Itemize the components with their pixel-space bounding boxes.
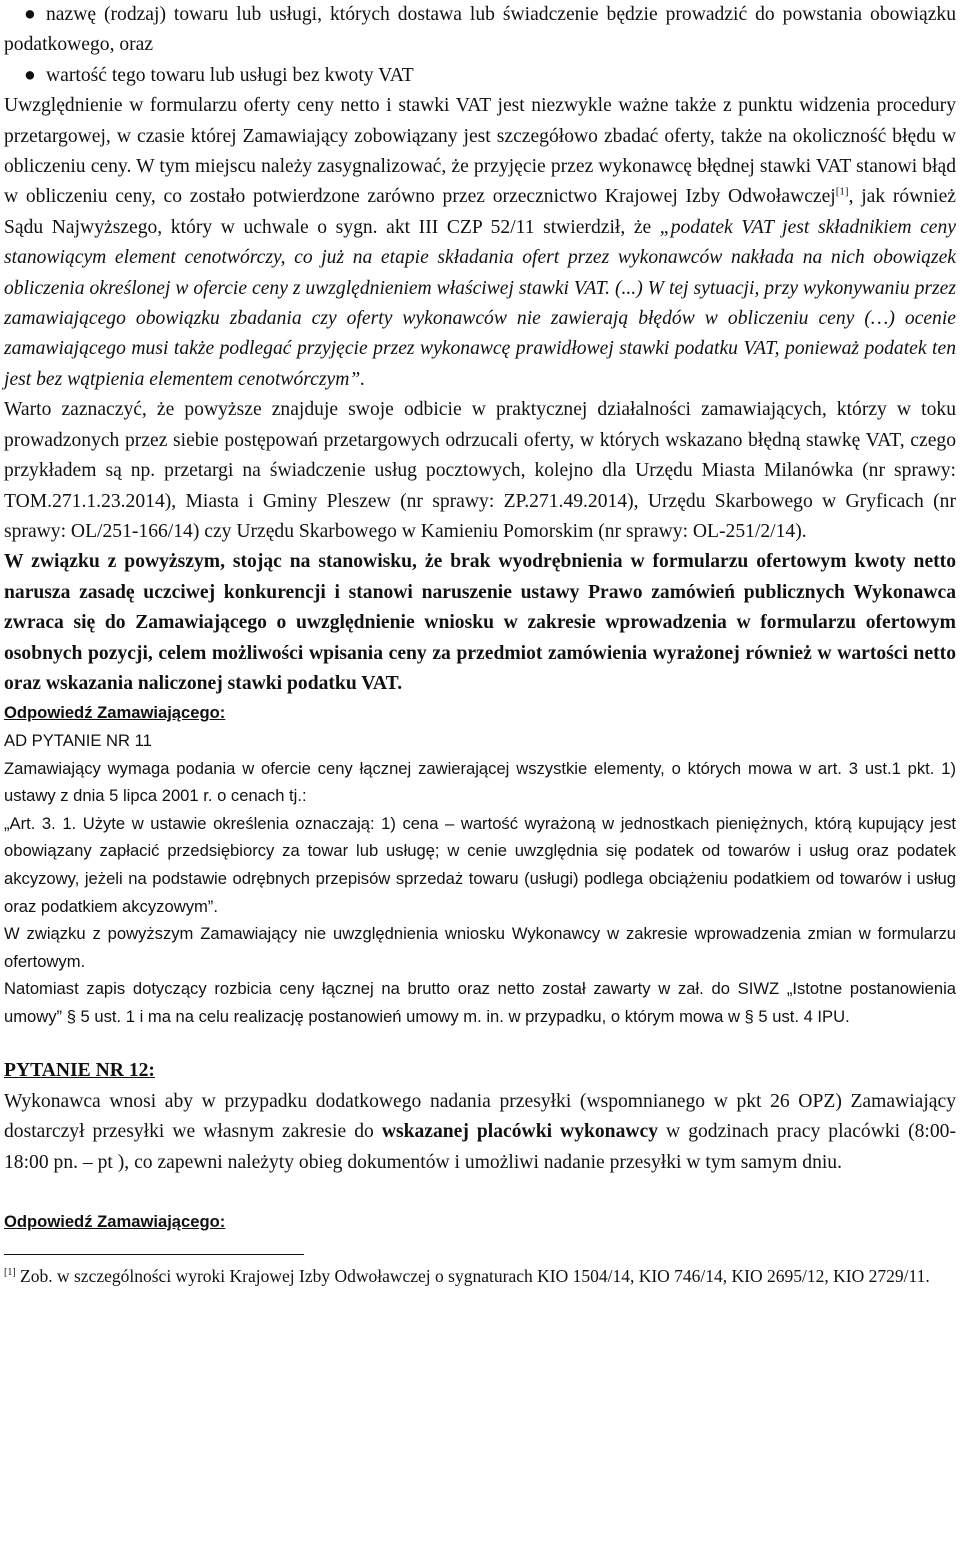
court-quote: „podatek VAT jest składnikiem ceny stanowiącym element cenotwórczy, co już na etapie składania ofert przez wykonawców nakłada na nich obowiązek obliczenia określonej w ofercie ceny z uwzględnieniem właściwej stawki VAT. (...) W tej sytuacji, przy wykonywaniu przez zamawiającego obowiązku zbadania czy oferty wykonawców nie zawierają błędów w obliczeniu ceny (…) ocenie zamawiającego musi także podlegać przyjęcie przez wykonawcę prawidłowej stawki podatku VAT, ponieważ podatek ten jest bez wątpienia elementem cenotwórczym”. — [4, 216, 956, 390]
bullet-item — [4, 0, 956, 61]
answer-paragraph: „Art. 3. 1. Użyte w ustawie określenia oznaczają: 1) cena – wartość wyrażoną w jednostkach pieniężnych, którą kupujący jest obowiązany zapłacić przedsiębiorcy za towar lub usługę; w cenie uwzględnia się podatek od towarów i usług oraz podatek akcyzowy, jeżeli na podstawie odrębnych przepisów sprzedaż towaru (usługi) podlega obciążeniu podatkiem od towarów i usług oraz podatkiem akcyzowym”. — [4, 813, 956, 916]
answer-paragraph: Zamawiający wymaga podania w ofercie ceny łącznej zawierającej wszystkie elementy, o których mowa w art. 3 ust.1 pkt. 1) ustawy z dnia 5 lipca 2001 r. o cenach tj.: — [4, 758, 956, 806]
footnote-marker: [1] — [4, 1266, 16, 1278]
footnote-text: Zob. w szczególności wyroki Krajowej Izby Odwoławczej o sygnaturach KIO 1504/14, KIO 746/14, KIO 2695/12, KIO 2729/11. — [15, 1265, 930, 1286]
paragraph-request: W związku z powyższym, stojąc na stanowisku, że brak wyodrębnienia w formularzu ofertowym kwoty netto narusza zasadę uczciwej konkurencji i stanowi naruszenie ustawy Prawo zamówień publicznych Wykonawca zwraca się do Zamawiającego o uwzględnienie wniosku w zakresie wprowadzenia w formularzu ofertowym osobnych pozycji, celem możliwości wpisania ceny za przedmiot zamówienia wyrażonej również w wartości netto oraz wskazania naliczonej stawki podatku VAT. — [4, 551, 956, 694]
question-section — [4, 1056, 956, 1178]
paragraph-examples: Warto zaznaczyć, że powyższe znajduje swoje odbicie w praktycznej działalności zamawiających, którzy w toku prowadzonych przez siebie postępowań przetargowych odrzucali oferty, w których wskazano błędną stawkę VAT, czego przykładem są np. przetargi na świadczenie usług pocztowych, kolejno dla Urzędu Miasta Milanówka (nr sprawy: TOM.271.1.23.2014), Miasta i Gminy Pleszew (nr sprawy: ZP.271.49.2014), Urzędu Skarbowego w Gryficach (nr sprawy: OL/251-166/14) czy Urzędu Skarbowego w Kamieniu Pomorskim (nr sprawy: OL-251/2/14). — [4, 399, 956, 542]
answer-heading: Odpowiedź Zamawiającego: — [4, 703, 226, 723]
answer-paragraph: Natomiast zapis dotyczący rozbicia ceny łącznej na brutto oraz netto został zawarty w zał. do SIWZ „Istotne postanowienia umowy” § 5 ust. 1 i ma na celu realizację postanowień umowy m. in. w przypadku, o którym mowa w § 5 ust. 4 IPU. — [4, 979, 956, 1026]
bullet-marker: ● — [24, 64, 36, 86]
answer-section — [4, 699, 956, 1030]
answer-ref: AD PYTANIE NR 11 — [4, 730, 152, 750]
bullet-item — [4, 61, 956, 91]
answer-paragraph: W związku z powyższym Zamawiający nie uwzględnienia wniosku Wykonawcy w zakresie wprowadzenia zmian w formularzu ofertowym. — [4, 924, 956, 971]
footnote-reference[interactable]: [1] — [835, 185, 849, 198]
question-paragraph — [4, 1087, 956, 1178]
answer-section — [4, 1208, 956, 1236]
question-heading: PYTANIE NR 12: — [4, 1060, 155, 1082]
bullet-text: nazwę (rodzaj) towaru lub usługi, których dostawa lub świadczenie będzie prowadzić do powstania obowiązku podatkowego, oraz — [4, 4, 956, 56]
footnote-separator — [4, 1254, 304, 1255]
question-emphasis: wskazanej placówki wykonawcy — [381, 1121, 659, 1143]
question-text: w godzinach pracy placówki (8:00- 18:00 pn. – pt ), co zapewni należyty obieg dokumentów i umożliwi nadanie przesyłki w tym samym dniu. — [4, 1121, 956, 1173]
answer-heading: Odpowiedź Zamawiającego: — [4, 1212, 226, 1232]
paragraph-vat — [4, 91, 956, 395]
question-text: Wykonawca wnosi aby w przypadku dodatkowego nadania przesyłki (wspomnianego w pkt 26 OPZ) Zamawiający dostarczył przesyłki we własnym zakresie do — [4, 1090, 956, 1143]
paragraph-text: , jak również Sądu Najwyższego, który w uchwale o sygn. akt III CZP 52/11 stwierdził, że — [4, 186, 956, 238]
paragraph-text: Uwzględnienie w formularzu oferty ceny netto i stawki VAT jest niezwykle ważne także z punktu widzenia procedury przetargowej, w czasie której Zamawiający zobowiązany jest szczegółowo zbadać oferty, także na okoliczność błędu w obliczeniu ceny. W tym miejscu należy zasygnalizować, że przyjęcie przez wykonawcę błędnej stawki VAT stanowi błąd w obliczeniu ceny, co zostało potwierdzone zarówno przez orzecznictwo Krajowej Izby Odwoławczej — [4, 95, 956, 208]
footnote — [4, 1263, 956, 1290]
bullet-text: wartość tego towaru lub usługi bez kwoty VAT — [46, 64, 414, 86]
bullet-marker: ● — [24, 4, 36, 25]
